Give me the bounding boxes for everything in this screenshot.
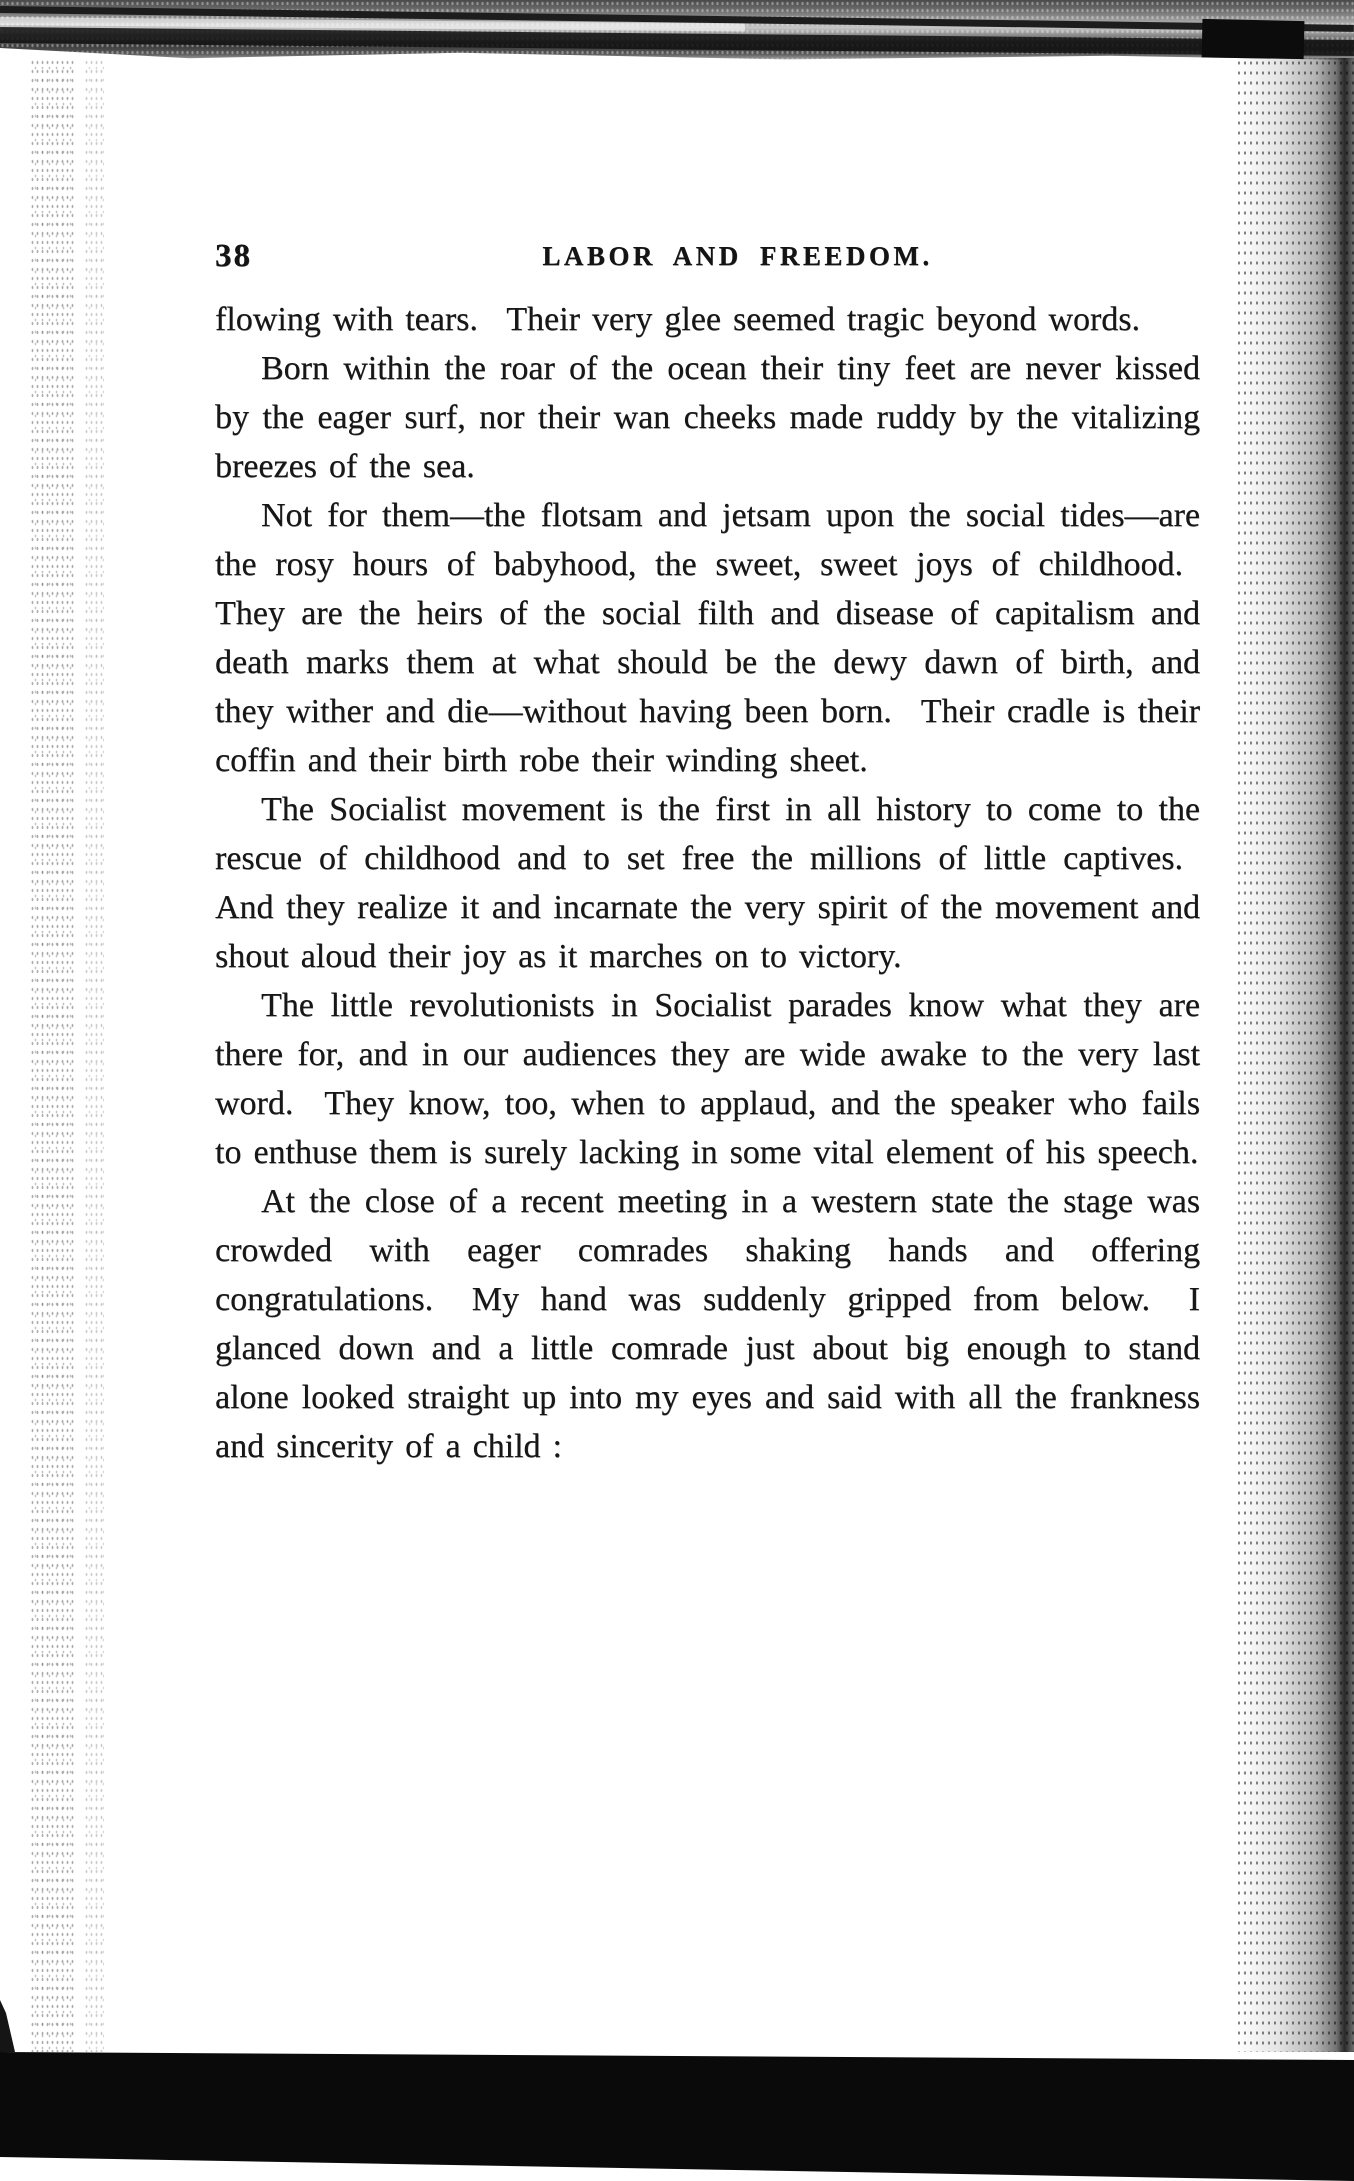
- paragraph: Born within the roar of the ocean their tiny feet are never kissed by the eager surf, nor their wan cheeks made ruddy by the vitalizing breezes of the sea.: [215, 350, 1200, 485]
- scan-artifact-right-gutter: [1236, 58, 1354, 2052]
- paragraph: flowing with tears. Their very glee seemed tragic beyond words.: [215, 301, 1140, 338]
- scan-artifact-bottom-band: [0, 2050, 1354, 2181]
- scan-artifact-left-edge: [84, 58, 104, 2052]
- running-header: LABOR AND FREEDOM.: [542, 241, 933, 271]
- page-header: [215, 238, 1200, 282]
- paragraph: At the close of a recent meeting in a western state the stage was crowded with eager comrades shaking hands and offering congratulations. My hand was suddenly gripped from below. I glanced down and a little comrade just about big enough to stand alone looked straight up into my eyes and said with all the frankness and sincerity of a child :: [215, 1183, 1200, 1465]
- scan-dark-block: [1202, 19, 1305, 63]
- paragraph: The Socialist movement is the first in all history to come to the rescue of childhood and to set free the millions of little captives. And they realize it and incarnate the very spirit of the movement and shout aloud their joy as it marches on to victory.: [215, 791, 1200, 975]
- body-text: [215, 295, 1200, 1471]
- scan-artifact-left-edge: [30, 58, 74, 2052]
- scan-ink-blot: [0, 2000, 15, 2052]
- page-number: 38: [215, 238, 252, 274]
- paragraph: The little revolutionists in Socialist parades know what they are there for, and in our audiences they are wide awake to the very last word. They know, too, when to applaud, and the speaker who fails to enthuse them is surely lacking in some vital element of his speech.: [215, 987, 1200, 1171]
- paragraph: Not for them—the flotsam and jetsam upon the social tides—are the rosy hours of babyhood, the sweet, sweet joys of childhood. They are the heirs of the social filth and disease of capitalism and death marks them at what should be the dewy dawn of birth, and they wither and die—without having been born. Their cradle is their coffin and their birth robe their winding sheet.: [215, 497, 1200, 779]
- scan-streak-dark: [0, 27, 1354, 56]
- scan-artifact-top-band: [0, 0, 1354, 60]
